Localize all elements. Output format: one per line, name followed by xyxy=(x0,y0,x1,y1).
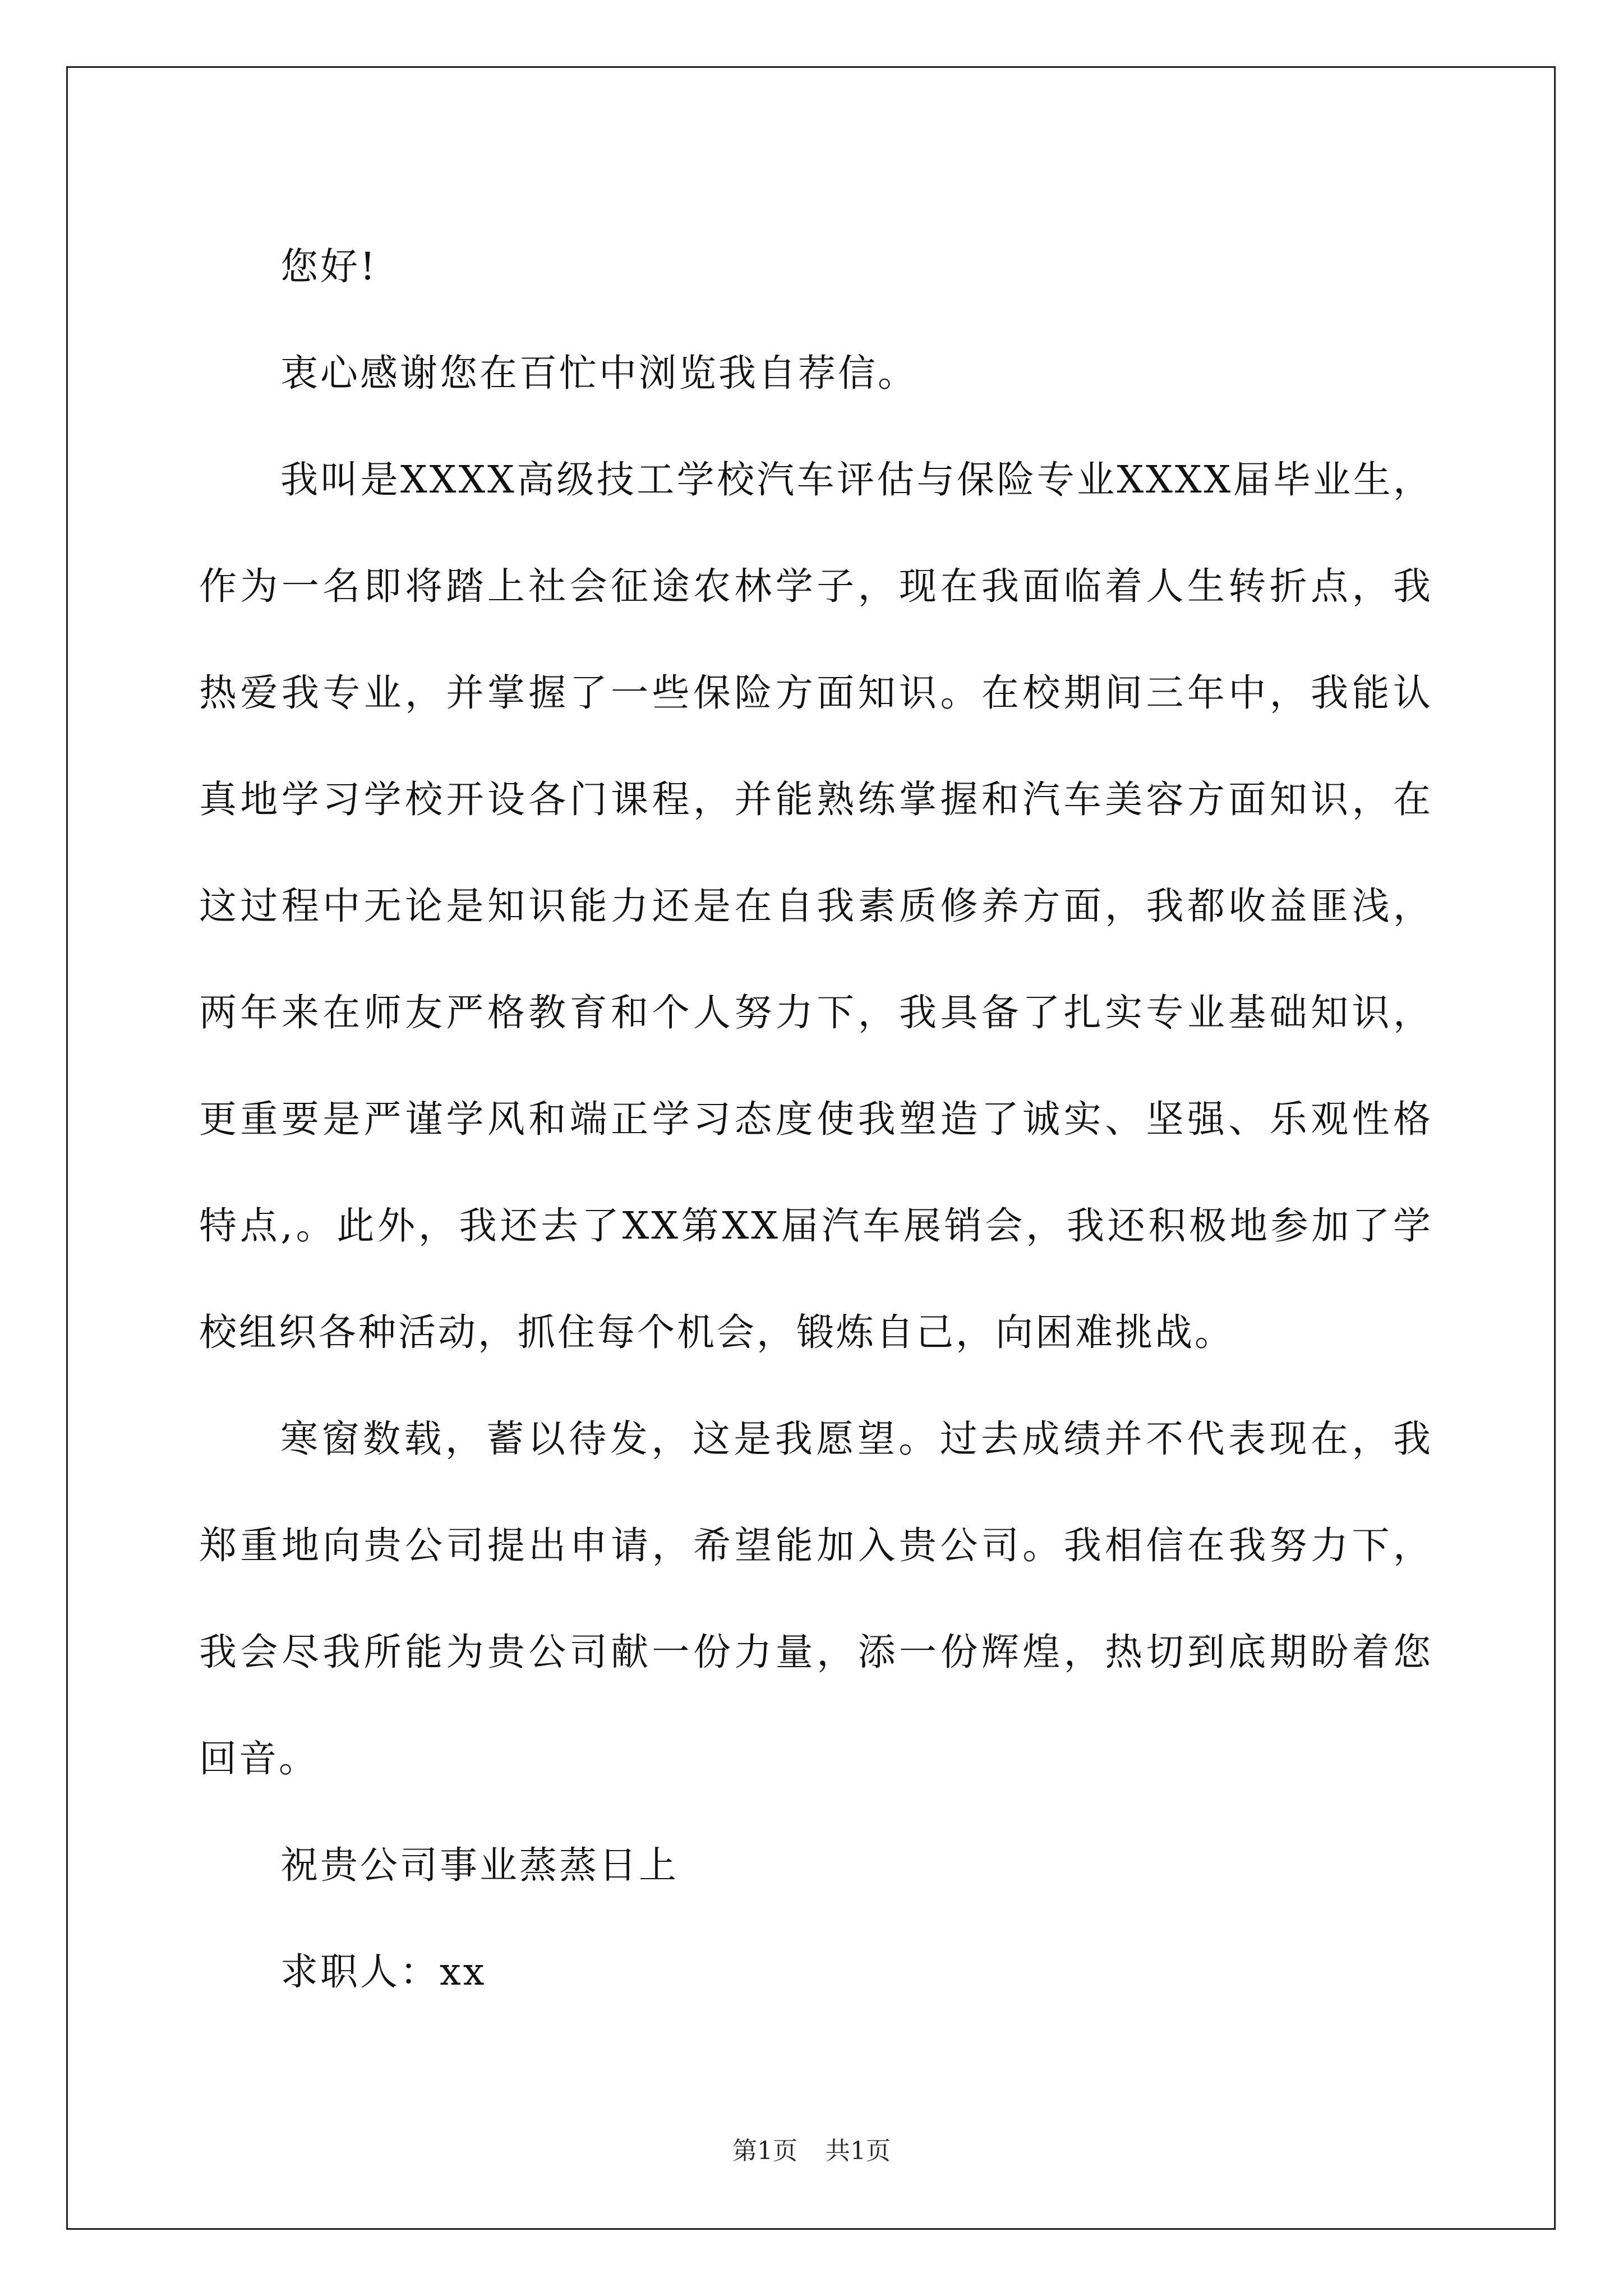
signature: 求职人：xx xyxy=(280,1950,487,1994)
page-number: 第1页 xyxy=(732,2137,797,2165)
application-paragraph: 寒窗数载，蓄以待发，这是我愿望。过去成绩并不代表现在，我郑重地向贵公司提出申请，希望能加入贵公司。我相信在我努力下，我会尽我所能为贵公司献一份力量，添一份辉煌，热切到底期盼着您回音。 xyxy=(199,1417,1433,1780)
closing-wish: 祝贵公司事业蒸蒸日上 xyxy=(280,1843,679,1887)
page-total: 共1页 xyxy=(826,2137,891,2165)
letter-body xyxy=(199,213,1433,2025)
introduction-paragraph: 我叫是XXXX高级技工学校汽车评估与保险专业XXXX届毕业生，作为一名即将踏上社会征途农林学子，现在我面临着人生转折点，我热爱我专业，并掌握了一些保险方面知识。在校期间三年中，我能认真地学习学校开设各门课程，并能熟练掌握和汽车美容方面知识，在这过程中无论是知识能力还是在自我素质修养方面，我都收益匪浅，两年来在师友严格教育和个人努力下，我具备了扎实专业基础知识，更重要是严谨学风和端正学习态度使我塑造了诚实、坚强、乐观性格特点,。此外，我还去了XX第XX届汽车展销会，我还积极地参加了学校组织各种活动，抓住每个机会，锻炼自己，向困难挑战。 xyxy=(199,458,1433,1354)
greeting: 您好! xyxy=(280,245,377,288)
thanks-paragraph: 衷心感谢您在百忙中浏览我自荐信。 xyxy=(280,351,917,395)
page-footer xyxy=(0,2134,1623,2168)
